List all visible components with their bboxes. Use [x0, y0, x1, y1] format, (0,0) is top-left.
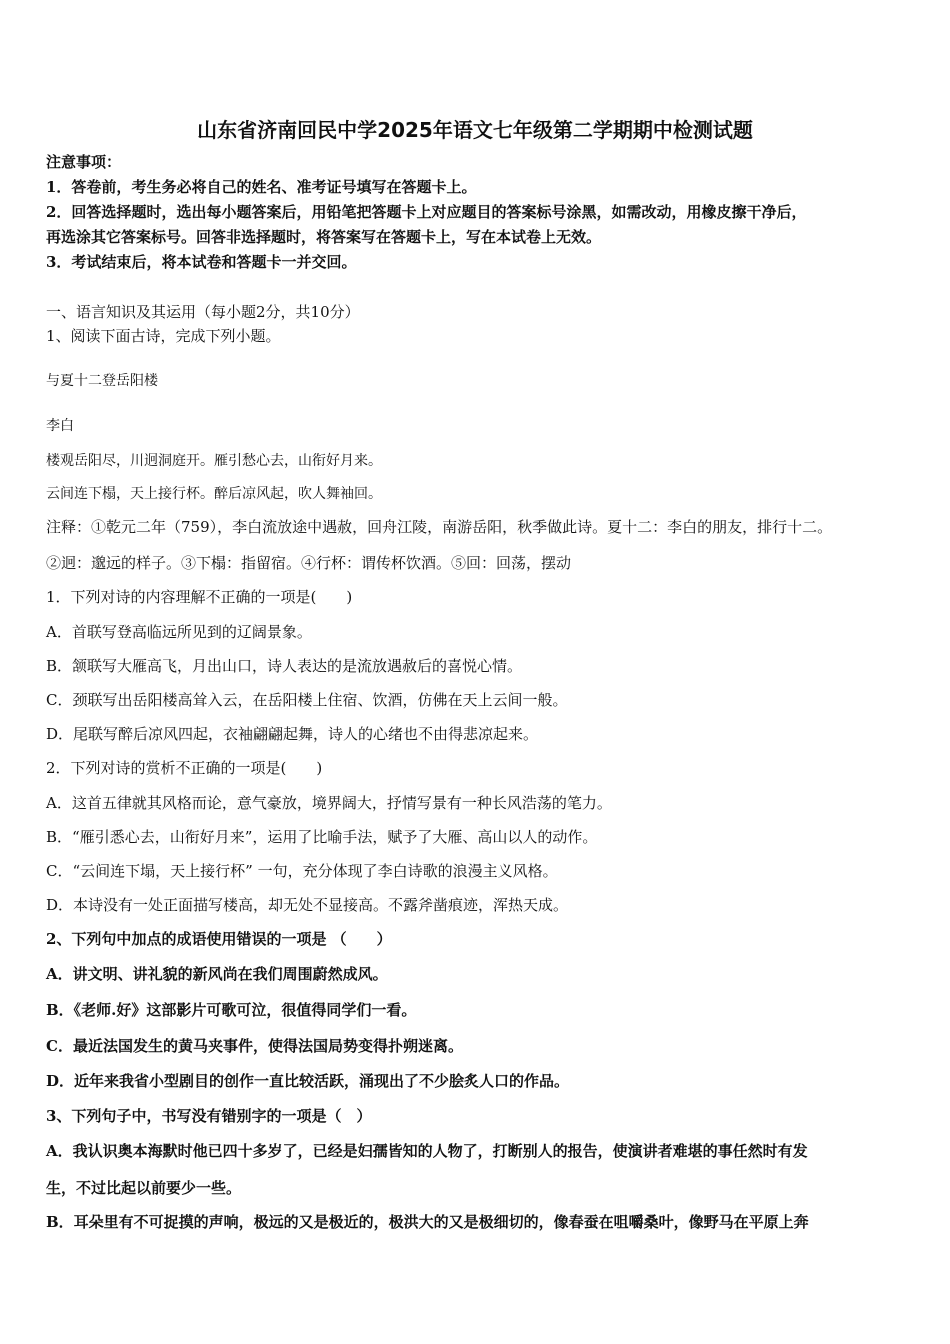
- option-c: C．最近法国发生的黄马夹事件，使得法国局势变得扑朔迷离。: [46, 1037, 463, 1055]
- option-c: C．“云间连下塌，天上接行杯” 一句，充分体现了李白诗歌的浪漫主义风格。: [46, 862, 558, 880]
- exam-title: 山东省济南回民中学2025年语文七年级第二学期期中检测试题: [197, 118, 753, 142]
- notice-item: 2．回答选择题时，选出每小题答案后，用铅笔把答题卡上对应题目的答案标号涂黑，如需改动，用橡皮擦干净后，: [46, 203, 807, 221]
- option-c: C．颈联写出岳阳楼高耸入云，在岳阳楼上住宿、饮酒，仿佛在天上云间一般。: [46, 691, 568, 709]
- option-a: A．这首五律就其风格而论，意气豪放，境界阔大，抒情写景有一种长风浩荡的笔力。: [46, 794, 612, 812]
- poem-line: 楼观岳阳尽，川迥洞庭开。雁引愁心去，山衔好月来。: [46, 453, 382, 469]
- section-heading: 一、语言知识及其运用（每小题2分，共10分）: [46, 303, 360, 321]
- poem-note: ②迥：邈远的样子。③下榻：指留宿。④行杯：谓传杯饮酒。⑤回：回荡，摆动: [46, 554, 572, 572]
- poem-title: 与夏十二登岳阳楼: [46, 373, 158, 389]
- poem-note: 注释：①乾元二年（759），李白流放途中遇赦，回舟江陵，南游岳阳，秋季做此诗。夏十二：李白的朋友，排行十二。: [46, 518, 833, 536]
- notice-item: 1．答卷前，考生务必将自己的姓名、准考证号填写在答题卡上。: [46, 178, 477, 196]
- option-b: B．颔联写大雁高飞，月出山口，诗人表达的是流放遇赦后的喜悦心情。: [46, 657, 523, 675]
- question-stem: 3、下列句子中，书写没有错别字的一项是（ ）: [46, 1107, 372, 1125]
- option-d: D．近年来我省小型剧目的创作一直比较活跃，涌现出了不少脍炙人口的作品。: [46, 1072, 570, 1090]
- option-a: A．首联写登高临远所见到的辽阔景象。: [46, 623, 312, 641]
- option-d: D．尾联写醉后凉风四起，衣袖翩翩起舞，诗人的心绪也不由得悲凉起来。: [46, 725, 539, 743]
- option-b: B．“雁引悉心去，山衔好月来”，运用了比喻手法，赋予了大雁、高山以人的动作。: [46, 828, 598, 846]
- question-intro: 1、阅读下面古诗，完成下列小题。: [46, 327, 281, 345]
- notice-item: 再选涂其它答案标号。回答非选择题时，将答案写在答题卡上，写在本试卷上无效。: [46, 228, 602, 246]
- option-b: B．耳朵里有不可捉摸的声响，极远的又是极近的，极洪大的又是极细切的，像春蚕在咀嚼桑叶，像野马在平原上奔: [46, 1213, 809, 1231]
- subquestion-stem: 1．下列对诗的内容理解不正确的一项是( ): [46, 588, 353, 606]
- option-a-continued: 生，不过比起以前要少一些。: [46, 1179, 242, 1197]
- subquestion-stem: 2．下列对诗的赏析不正确的一项是( ): [46, 759, 323, 777]
- poem-line: 云间连下榻，天上接行杯。醉后凉风起，吹人舞袖回。: [46, 486, 382, 502]
- option-b: B．《老师.好》这部影片可歌可泣，很值得同学们一看。: [46, 1001, 417, 1019]
- poem-author: 李白: [46, 418, 74, 434]
- notice-item: 3．考试结束后，将本试卷和答题卡一并交回。: [46, 253, 357, 271]
- option-d: D．本诗没有一处正面描写楼高，却无处不显接高。不露斧凿痕迹，浑热天成。: [46, 896, 569, 914]
- question-stem: 2、下列句中加点的成语使用错误的一项是 （ ）: [46, 930, 392, 948]
- option-a: A．讲文明、讲礼貌的新风尚在我们周围蔚然成风。: [46, 965, 388, 983]
- option-a: A．我认识奥本海默时他已四十多岁了，已经是妇孺皆知的人物了，打断别人的报告，使演讲者难堪的事任然时有发: [46, 1142, 808, 1160]
- notice-heading: 注意事项：: [46, 153, 122, 171]
